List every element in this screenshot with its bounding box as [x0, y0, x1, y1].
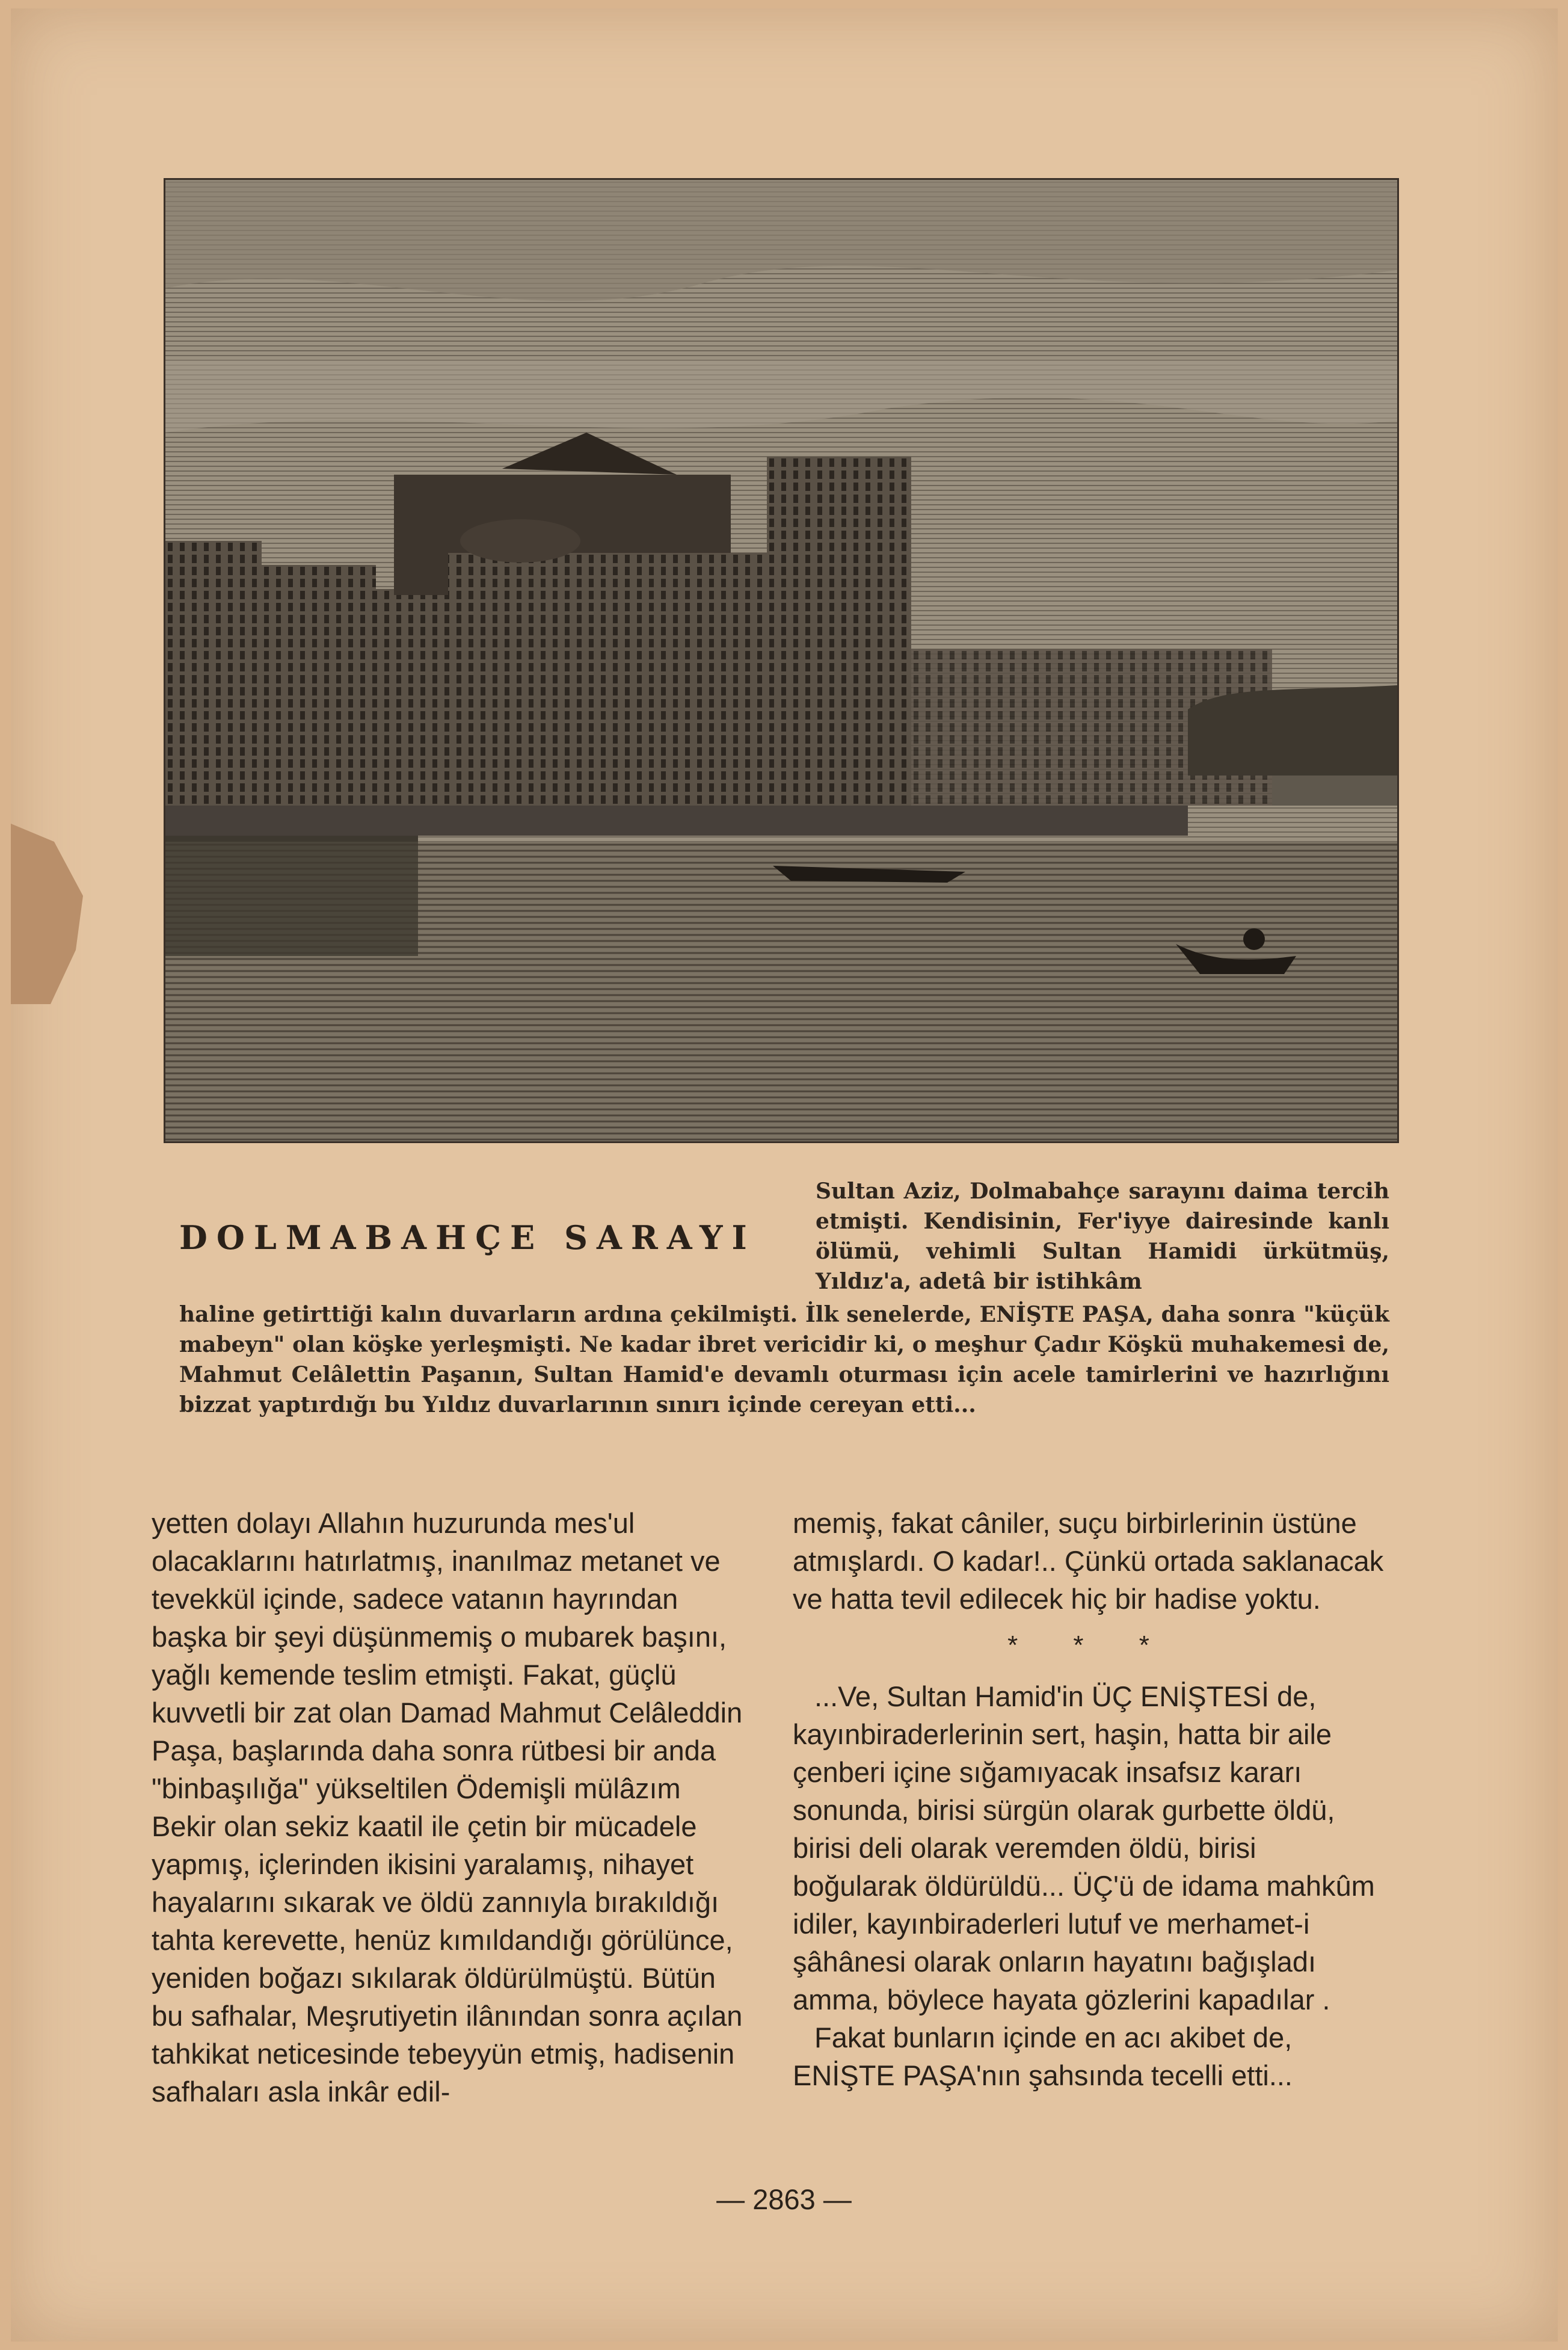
- left-text-column: [152, 1504, 747, 2111]
- right-column-paragraph-1: memiş, fakat câniler, suçu birbirlerinin üstüne atmışlardı. O kadar!.. Çünkü ortada saklanacak ve hatta tevil edilecek hiç bir hadise yoktu.: [793, 1507, 1384, 1615]
- right-column-paragraph-2: ...Ve, Sultan Hamid'in ÜÇ ENİŞTESİ de, kayınbiraderlerinin sert, haşin, hatta bir aile çenberi içine sığamıyacak insafsız kararı sonunda, birisi sürgün olarak gurbette öldü, birisi deli olarak veremden öldü, birisi boğularak öldürüldü... ÜÇ'ü de idama mahkûm idiler, kayınbiraderleri lutuf ve merhamet-i şâhânesi olarak onların hayatını bağışladı amma, böylece hayata gözlerini kapadılar .: [793, 1680, 1375, 2015]
- dolmabahce-palace-engraving: [164, 178, 1399, 1143]
- right-text-column: [793, 1504, 1388, 2094]
- page-number: — 2863 —: [716, 2183, 852, 2215]
- section-separator-stars: * * *: [1007, 1630, 1173, 1660]
- left-column-paragraph: yetten dolayı Allahın huzurunda mes'ul olacaklarını hatırlatmış, inanılmaz metanet ve tevekkül içinde, sadece vatanın hayrından başka bir şeyi düşünmemiş o mubarek başını, yağlı kemende teslim etmişti. Fakat, güçlü kuvvetli bir zat olan Damad Mahmut Celâleddin Paşa, başlarında daha sonra rütbesi bir anda "binbaşılığa" yükseltilen Ödemişli mülâzım Bekir olan sekiz kaatil ile çetin bir mücadele yapmış, içlerinden ikisini yaralamış, nihayet hayalarını sıkarak ve öldü zannıyla bırakıldığı tahta kerevette, henüz kımıldandığı görülünce, yeniden boğazı sıkılarak öldürülmüştü. Bütün bu safhalar, Meşrutiyetin ilânından sonra açılan tahkikat neticesinde tebeyyün etmiş, hadisenin safhaları asla inkâr edil-: [152, 1507, 743, 2108]
- illustration-title: DOLMABAHÇE SARAYI: [179, 1218, 756, 1257]
- right-column-paragraph-3: Fakat bunların içinde en acı akibet de, ENİŞTE PAŞA'nın şahsında tecelli etti...: [793, 2022, 1293, 2091]
- caption-body-text: haline getirttiği kalın duvarların ardına çekilmişti. İlk senelerde, ENİŞTE PAŞA, daha sonra "küçük mabeyn" olan köşke yerleşmişti. Ne kadar ibret vericidir ki, o meşhur Çadır Köşkü muhakemesi de, Mahmut Celâlettin Paşanın, Sultan Hamid'e devamlı oturması için acele tamirlerini ve hazırlığını bizzat yaptırdığı bu Yıldız duvarlarının sınırı içinde cereyan etti...: [179, 1302, 1389, 1417]
- caption-side-text: Sultan Aziz, Dolmabahçe sarayını daima tercih etmişti. Kendisinin, Fer'iyye dairesinde kanlı ölümü, vehimli Sultan Hamidi ürkütmüş, Yıldız'a, adetâ bir istihkâm: [816, 1179, 1389, 1294]
- torn-edge: [11, 824, 83, 1004]
- engraving-illustration: [165, 180, 1397, 1141]
